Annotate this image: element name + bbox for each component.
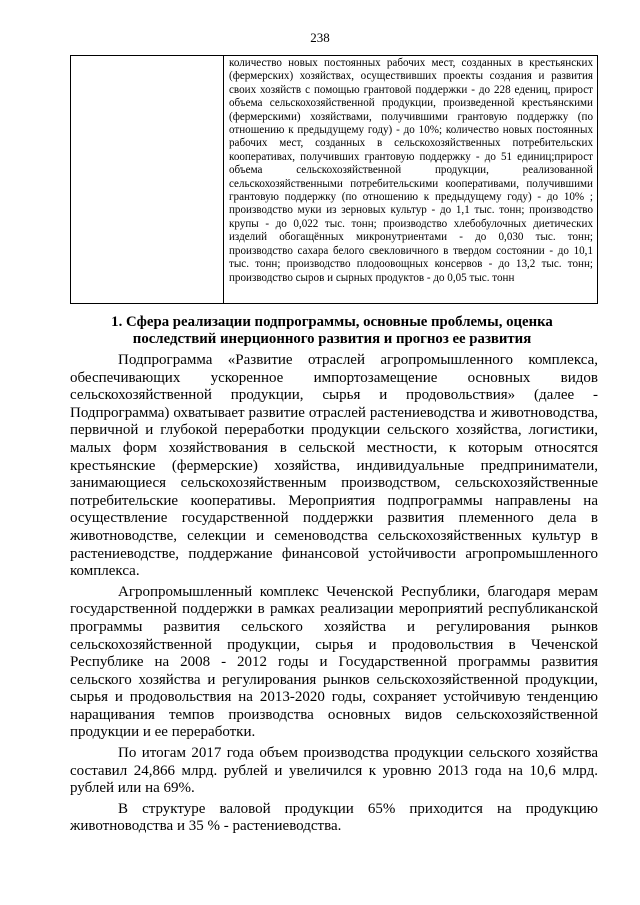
section-heading: 1. Сфера реализации подпрограммы, основные проблемы, оценка последствий инерционного развития и прогноз ее развития — [111, 314, 553, 347]
table-left-cell — [71, 56, 224, 303]
paragraph-agro-complex: Агропромышленный комплекс Чеченской Республики, благодаря мерам государственной поддержки в рамках реализации мероприятий республиканской программы развития сельского хозяйства и регулирования рынков сельскохозяйственной продукции, сырья и продовольствия в Чеченской Республике на 2008 - 2012 годы и Государственной программы развития сельского хозяйства и регулирования рынков сельскохозяйственной продукции, сырья и продовольствия на 2013-2020 годы, сохраняет устойчивую тенденцию наращивания темпов производства основных видов сельскохозяйственной продукции и ее переработки. — [70, 583, 598, 741]
paragraph-production-2017: По итогам 2017 года объем производства продукции сельского хозяйства составил 24,866 млрд. рублей и увеличился к уровню 2013 года на 10,6 млрд. рублей или на 69%. — [70, 745, 598, 797]
page-number: 238 — [310, 30, 330, 45]
continuation-table — [70, 55, 598, 304]
body-text — [70, 352, 598, 839]
table-right-cell: количество новых постоянных рабочих мест, созданных в крестьянских (фермерских) хозяйствах, осуществивших проекты создания и развития своих хозяйств с помощью грантовой поддержки - до 228 едениц, прирост объема сельскохозяйственной продукции, произведенной крестьянскими (фермерскими) хозяйствами, получившими грантовую поддержку (по отношению к предыдущему году) - до 10%; количество новых постоянных рабочих мест, созданных в сельскохозяйственных потребительских кооперативах, получивших грантовую поддержку - до 51 единиц;прирост объема сельскохозяйственной продукции, реализованной сельскохозяйственными потребительскими кооперативами, получившими грантовую поддержку (по отношению к предыдущему году) - до 10% ; производство муки из зерновых культур - до 1,1 тыс. тонн; производство крупы - до 0,022 тыс. тонн; производство хлебобулочных диетических изделий обогащённых микронутриентами - до 0,030 тыс. тонн; производство сахара белого свекловичного в твердом состоянии - до 10,1 тыс. тонн; производство плодоовощных консервов - до 13,2 тыс. тонн; производство сыров и сырных продуктов - до 0,05 тыс. тонн — [229, 57, 593, 284]
paragraph-subprogram-scope: Подпрограмма «Развитие отраслей агропромышленного комплекса, обеспечивающих ускоренное импортозамещение основных видов сельскохозяйственной продукции, сырья и продовольствия» (далее - Подпрограмма) охватывает развитие отраслей растениеводства и животноводства, первичной и глубокой переработки продукции сельского хозяйства, логистики, малых форм хозяйствования в сельской местности, к которым относятся крестьянские (фермерские) хозяйства, индивидуальные предприниматели, занимающиеся сельскохозяйственным производством, сельскохозяйственные потребительские кооперативы. Мероприятия подпрограммы направлены на осуществление государственной поддержки развития племенного дела в животноводстве, селекции и семеноводства сельскохозяйственных культур в растениеводстве, поддержание финансовой устойчивости агропромышленного комплекса. — [70, 352, 598, 580]
paragraph-gross-structure: В структуре валовой продукции 65% приходится на продукцию животноводства и 35 % - растениеводства. — [70, 800, 598, 835]
